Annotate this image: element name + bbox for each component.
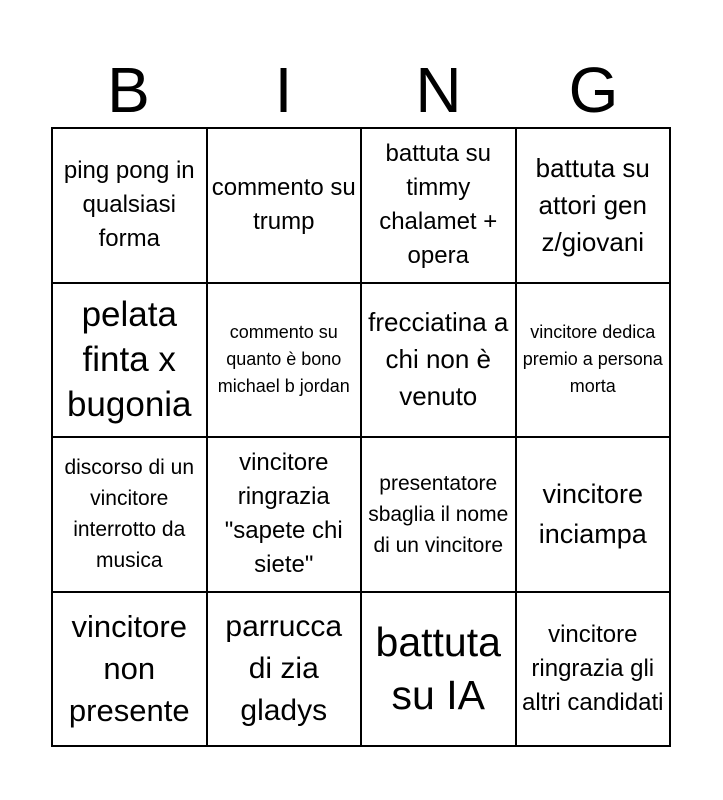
cell-text: vincitore ringrazia gli altri candidati (522, 620, 664, 716)
bingo-cell[interactable] (361, 128, 516, 283)
bingo-cell[interactable] (207, 283, 362, 438)
cell-text: battuta su IA (375, 618, 501, 718)
cell-text: pelata finta x bugonia (66, 295, 192, 425)
bingo-cell[interactable] (52, 437, 207, 592)
cell-text: presentatore sbaglia il nome di un vincitore (368, 471, 509, 557)
bingo-cell[interactable] (516, 128, 671, 283)
cell-text: vincitore non presente (68, 608, 190, 728)
cell-text: discorso di un vincitore interrotto da musica (64, 456, 195, 573)
bingo-cell[interactable] (52, 592, 207, 747)
cell-text: frecciatina a chi non è venuto (368, 307, 509, 412)
cell-text: battuta su attori gen z/giovani (535, 152, 650, 257)
bingo-cell[interactable] (207, 128, 362, 283)
bingo-cell[interactable] (516, 437, 671, 592)
cell-text: battuta su timmy chalamet + opera (379, 140, 498, 270)
cell-text: ping pong in qualsiasi forma (63, 157, 195, 253)
cell-text: parrucca di zia gladys (225, 609, 343, 727)
cell-text: vincitore ringrazia "sapete chi siete" (224, 449, 343, 579)
header-letter-b: B (107, 54, 150, 126)
header-letter-i: I (274, 54, 293, 126)
cell-text: vincitore dedica premio a persona morta (522, 322, 663, 397)
header-letter-g: G (568, 54, 619, 126)
bingo-cell[interactable] (516, 283, 671, 438)
bingo-cell[interactable] (361, 437, 516, 592)
bingo-cell[interactable] (361, 592, 516, 747)
cell-text: vincitore inciampa (538, 479, 647, 550)
bingo-cell[interactable] (52, 283, 207, 438)
header-letter-n: N (415, 54, 462, 126)
bingo-cell[interactable] (207, 592, 362, 747)
bingo-cell[interactable] (52, 128, 207, 283)
bingo-cell[interactable] (361, 283, 516, 438)
cell-text: commento su quanto è bono michael b jordan (217, 322, 350, 397)
bingo-cell[interactable] (207, 437, 362, 592)
cell-text: commento su trump (211, 174, 356, 236)
bingo-cell[interactable] (516, 592, 671, 747)
bingo-board (51, 127, 671, 747)
bingo-header (51, 52, 671, 128)
